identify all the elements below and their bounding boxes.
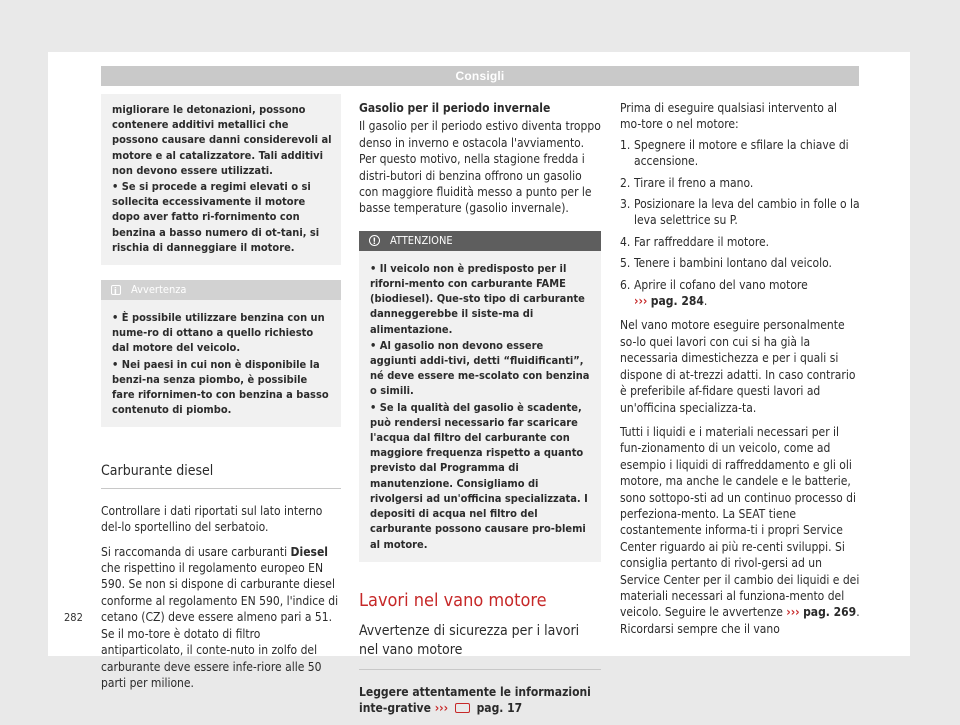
caution-bullet	[370, 261, 592, 337]
step-number: 2.	[620, 175, 631, 190]
note-title: Avvertenza	[131, 283, 187, 297]
caution-bullet-text: Il veicolo non è predisposto per il riforni-mento con carburante FAME (biodiesel). Que-sto tipo di carburante danneggerebbe il siste-ma di alimentazione.	[370, 261, 585, 336]
list-item	[620, 277, 860, 310]
warning-bullet	[112, 179, 332, 255]
book-icon	[455, 703, 470, 713]
bullet-dot: •	[112, 180, 122, 194]
caution-body	[359, 251, 601, 562]
paragraph	[620, 424, 860, 637]
paragraph: Il gasolio per il periodo estivo diventa troppo denso in inverno e ostacola l'avviamento. Per questo motivo, nella stagione fredda i distri-butori di benzina offrono un gasolio con maggiore fluidità messo a punto per le basse temperature (gasolio invernale).	[359, 119, 601, 216]
paragraph: Nel vano motore eseguire personalmente so-lo quei lavori con cui si ha già la necessaria dimestichezza e per i quali si dispone di at-trezzi adatti. In caso contrario è preferibile af-fidare questi lavori ad un'officina specializza-ta.	[620, 318, 856, 415]
paragraph-text: . Ricordarsi sempre che il vano	[620, 605, 860, 636]
link-arrow-icon: ›››	[786, 605, 800, 620]
link-arrow-icon: ›››	[434, 701, 449, 716]
step-text: Posizionare la leva del cambio in folle o la leva selettrice su P.	[634, 197, 860, 228]
note-box	[101, 280, 341, 427]
section-title: Carburante diesel	[101, 463, 341, 488]
list-item	[620, 137, 860, 170]
step-number: 6.	[620, 277, 631, 292]
note-bullet	[112, 357, 332, 418]
warning-continuation-box	[101, 94, 341, 265]
bullet-dot: •	[112, 311, 122, 325]
read-note	[359, 684, 601, 717]
note-bullet-text: Nei paesi in cui non è disponibile la benzi-na senza piombo, è possibile fare rifornimen-to con benzina a basso contenuto di piombo.	[112, 357, 329, 417]
bullet-dot: •	[112, 357, 122, 371]
read-note-text: Leggere attentamente le informazioni inte-grative	[359, 684, 591, 716]
step-text: Far raffreddare il motore.	[634, 234, 770, 249]
page-reference-link[interactable]: pag. 284	[650, 294, 704, 309]
bullet-dot: •	[370, 338, 380, 352]
column-2	[359, 100, 601, 725]
caution-bullet-text: Al gasolio non devono essere aggiunti addi-tivi, detti “fluidificanti”, né deve essere me-scolato con benzina o simili.	[370, 338, 590, 398]
step-number: 1.	[620, 137, 631, 152]
step-text: Aprire il cofano del vano motore ››› pag. 284.	[634, 277, 808, 309]
fuel-type-bold: Diesel	[290, 544, 328, 559]
paragraph-text: Tutti i liquidi e i materiali necessari per il fun-zionamento di un veicolo, come ad esempio i liquidi di raffreddamento e gli oli motore, ma anche le candele e le batterie, sono sottopo-sti ad un continuo processo di perfeziona-mento. La SEAT tiene costantemente informa-ti i propri Service Center riguardo ai più re-centi sviluppi. Si consiglia pertanto di rivol-gersi ad un Service Center per il cambio dei liquidi e dei materiali necessari al funziona-mento del veicolo. Seguire le avvertenze	[620, 424, 860, 620]
subheading: Gasolio per il periodo invernale	[359, 101, 551, 115]
step-text-part: Aprire il cofano del vano motore	[634, 277, 808, 292]
list-item	[620, 255, 860, 271]
diesel-section	[101, 463, 341, 691]
step-number: 4.	[620, 234, 631, 249]
page-reference-link[interactable]: pag. 17	[476, 701, 523, 716]
section-title: Avvertenze di sicurezza per i lavori nel vano motore	[359, 622, 601, 670]
list-item	[620, 196, 860, 229]
bullet-dot: •	[370, 261, 380, 275]
page-number: 282	[64, 611, 83, 624]
step-text: Tirare il freno a mano.	[634, 175, 754, 190]
warning-icon	[369, 235, 380, 246]
caution-header	[359, 231, 601, 251]
warning-bullet-text: Se si procede a regimi elevati o si sollecita eccessivamente il motore dopo aver fatto ri-fornimento con benzina a basso numero di ot-tani, si rischia di danneggiare il motore.	[112, 180, 320, 254]
caution-box	[359, 231, 601, 562]
bullet-dot: •	[370, 400, 380, 414]
steps-list	[620, 137, 860, 310]
section-header: Consigli	[101, 66, 859, 86]
caution-title: ATTENZIONE	[390, 233, 453, 247]
link-arrow-icon: ›››	[634, 294, 648, 309]
paragraph	[101, 544, 341, 692]
column-3	[620, 100, 860, 645]
note-bullet-text: È possibile utilizzare benzina con un nume-ro di ottano a quello richiesto dal motore del veicolo.	[112, 311, 325, 355]
note-header	[101, 280, 341, 300]
warning-continuation-text: migliorare le detonazioni, possono contenere additivi metallici che possono causare danni considerevoli al motore e al catalizzatore. Tali additivi non devono essere utilizzati.	[112, 103, 332, 177]
paragraph-text: che rispettino il regolamento europeo EN 590. Se non si dispone di carburante diesel conforme al regolamento EN 590, l'indice di cetano (CZ) deve essere almeno pari a 51. Se il mo-tore è dotato di filtro antiparticolato, il conte-nuto in zolfo del carburante deve essere infe-riore alle 50 parti per milione.	[101, 561, 339, 690]
paragraph-text: Si raccomanda di usare carburanti	[101, 544, 291, 559]
step-number: 5.	[620, 256, 631, 271]
paragraph: Prima di eseguire qualsiasi intervento al mo-tore o nel motore:	[620, 101, 837, 132]
paragraph: Controllare i dati riportati sul lato interno del-lo sportellino del serbatoio.	[101, 503, 323, 535]
page-reference-link[interactable]: pag. 269	[803, 605, 857, 620]
list-item	[620, 175, 860, 191]
step-text: Tenere i bambini lontano dal veicolo.	[634, 256, 832, 271]
step-text: Spegnere il motore e sfilare la chiave di accensione.	[634, 137, 849, 169]
note-body	[101, 300, 341, 427]
step-number: 3.	[620, 197, 631, 212]
caution-bullet	[370, 338, 592, 399]
caution-bullet-text: Se la qualità del gasolio è scadente, può rendersi necessario far scaricare l'acqua dal filtro del carburante con maggiore frequenza rispetto a quanto previsto dal Programma di manutenzione. Consigliamo di rivolgersi ad un'officina specializzata. I depositi di acqua nel filtro del carburante possono causare pro-blemi al motore.	[370, 400, 588, 551]
list-item	[620, 234, 860, 250]
note-bullet	[112, 310, 332, 356]
caution-bullet	[370, 400, 592, 552]
info-icon	[111, 285, 121, 295]
column-1	[101, 94, 341, 699]
chapter-title: Lavori nel vano motore	[359, 589, 547, 611]
